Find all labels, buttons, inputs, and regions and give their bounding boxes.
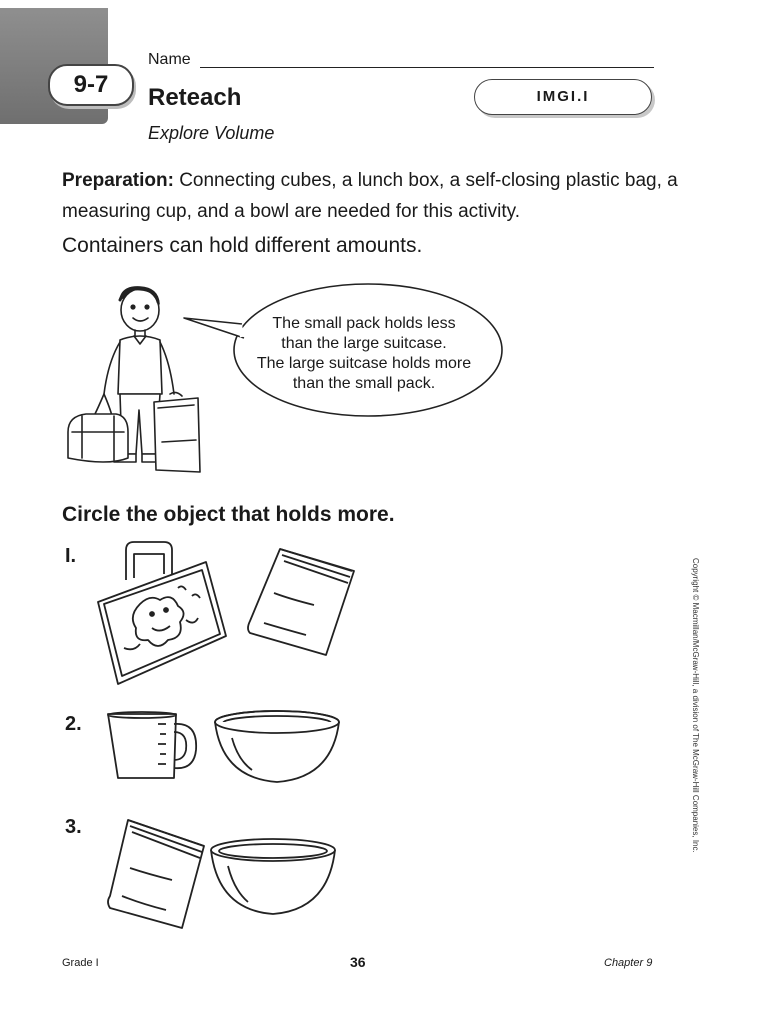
intro-sentence: Containers can hold different amounts. (62, 234, 423, 257)
measuring-cup-image[interactable] (104, 710, 200, 782)
bowl-image-1[interactable] (212, 708, 342, 784)
name-label: Name (148, 51, 191, 68)
lunch-box-image[interactable] (94, 540, 234, 690)
item-number-2: 2. (65, 713, 82, 735)
name-field-line[interactable] (200, 67, 654, 68)
footer-grade: Grade I (62, 957, 99, 969)
preparation-label: Preparation: (62, 170, 174, 191)
item-number-3: 3. (65, 816, 82, 838)
speech-line: than the small pack. (292, 375, 436, 392)
footer-chapter: Chapter 9 (604, 957, 653, 969)
instruction-heading: Circle the object that holds more. (62, 503, 395, 526)
speech-line: than the large suitcase. (281, 335, 447, 352)
footer-page-number: 36 (350, 954, 366, 970)
page-title: Reteach (148, 84, 242, 111)
page-subtitle: Explore Volume (148, 123, 275, 143)
bowl-image-2[interactable] (208, 836, 338, 916)
item-number-1: I. (65, 545, 77, 567)
speech-line: The small pack holds less (272, 315, 456, 332)
plastic-bag-image-2[interactable] (106, 816, 210, 932)
copyright-notice: Copyright © Macmillan/McGraw-Hill, a division of The McGraw-Hill Companies, Inc. (691, 558, 700, 853)
speech-bubble-text (238, 314, 490, 394)
preparation-text: Connecting cubes, a lunch box, a self-closing plastic bag, a measuring cup, and a bowl are needed for this activity. (62, 170, 678, 222)
preparation-paragraph (62, 165, 682, 227)
plastic-bag-image-1[interactable] (244, 543, 358, 659)
speech-line: The large suitcase holds more (256, 355, 472, 372)
lesson-number-badge: 9-7 (48, 64, 134, 106)
standard-code-badge: IMGI.I (474, 79, 652, 115)
